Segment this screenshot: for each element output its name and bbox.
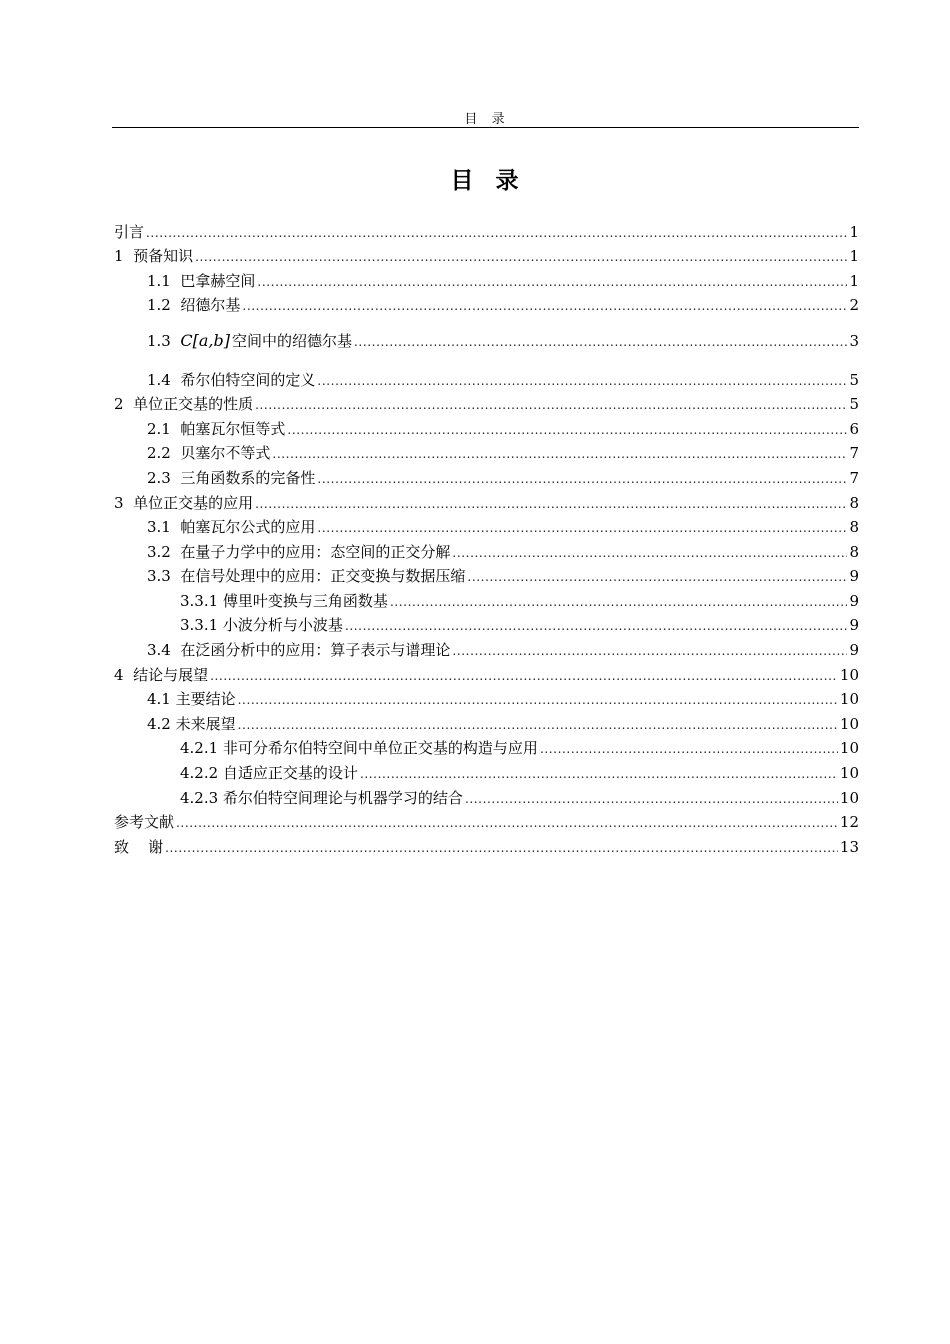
toc-page-number: 1 — [849, 272, 859, 290]
toc-entry-3-3-1-b[interactable] — [180, 616, 859, 634]
toc-page-number: 10 — [839, 666, 859, 684]
toc-dot-leader — [210, 667, 838, 685]
toc-entry-label: 3.1 帕塞瓦尔公式的应用 — [147, 518, 316, 536]
toc-page-number: 10 — [839, 715, 859, 733]
toc-page-number: 7 — [849, 444, 859, 462]
toc-dot-leader — [255, 495, 847, 513]
toc-entry-label: 3.3 在信号处理中的应用：正交变换与数据压缩 — [147, 567, 466, 585]
toc-entry-label: 2.2 贝塞尔不等式 — [147, 444, 271, 462]
toc-entry-label: 致 谢 — [114, 838, 164, 856]
toc-entry-4-2[interactable] — [147, 715, 859, 733]
toc-page-number: 3 — [849, 332, 859, 350]
toc-page-number: 9 — [849, 592, 859, 610]
toc-entry-label: 4.1 主要结论 — [147, 690, 236, 708]
toc-dot-leader — [317, 519, 847, 537]
toc-page-number: 9 — [849, 567, 859, 585]
toc-dot-leader — [452, 642, 847, 660]
toc-dot-leader — [452, 544, 847, 562]
toc-entry-acknowledgements[interactable] — [114, 838, 859, 856]
toc-dot-leader — [354, 333, 847, 351]
toc-page-number: 9 — [849, 641, 859, 659]
toc-entry-chapter-1[interactable] — [114, 247, 859, 265]
toc-dot-leader — [195, 248, 847, 266]
toc-entry-3-3[interactable] — [147, 567, 859, 585]
toc-page-number: 13 — [839, 838, 859, 856]
toc-entry-4-1[interactable] — [147, 690, 859, 708]
toc-entry-chapter-3[interactable] — [114, 494, 859, 512]
toc-dot-leader — [238, 716, 838, 734]
toc-entry-label: 1.1 巴拿赫空间 — [147, 272, 256, 290]
toc-entry-1-2[interactable] — [147, 296, 859, 314]
toc-dot-leader — [146, 224, 847, 242]
toc-entry-label: 4.2.1 非可分希尔伯特空间中单位正交基的构造与应用 — [180, 739, 538, 757]
toc-entry-label: 4.2.2 自适应正交基的设计 — [180, 764, 358, 782]
toc-dot-leader — [272, 445, 847, 463]
toc-page-number: 1 — [849, 223, 859, 241]
toc-entry-references[interactable] — [114, 813, 859, 831]
toc-page-number: 9 — [849, 616, 859, 634]
toc-entry-title: 空间中的绍德尔基 — [232, 332, 353, 350]
toc-entry-label: 2.3 三角函数系的完备性 — [147, 469, 316, 487]
toc-entry-label: 1 预备知识 — [114, 247, 194, 265]
toc-page-number: 8 — [849, 543, 859, 561]
toc-entry-label: 2.1 帕塞瓦尔恒等式 — [147, 420, 286, 438]
toc-page-number: 7 — [849, 469, 859, 487]
toc-dot-leader — [255, 396, 847, 414]
toc-page-number: 10 — [839, 739, 859, 757]
toc-dot-leader — [176, 814, 838, 832]
toc-entry-1-1[interactable] — [147, 272, 859, 290]
toc-page-number: 1 — [849, 247, 859, 265]
toc-dot-leader — [360, 765, 838, 783]
toc-dot-leader — [165, 839, 838, 857]
toc-entry-2-3[interactable] — [147, 469, 859, 487]
toc-entry-2-1[interactable] — [147, 420, 859, 438]
toc-entry-intro[interactable] — [114, 223, 859, 241]
toc-page-number: 8 — [849, 518, 859, 536]
toc-entry-1-3[interactable] — [147, 332, 859, 350]
toc-entry-label: 4.2.3 希尔伯特空间理论与机器学习的结合 — [180, 789, 463, 807]
toc-page-number: 10 — [839, 789, 859, 807]
toc-dot-leader — [390, 593, 848, 611]
toc-entry-number: 1.3 — [147, 332, 181, 350]
toc-entry-label: 3.3.1 小波分析与小波基 — [180, 616, 343, 634]
running-header: 目 录 — [464, 112, 507, 127]
toc-entry-label: 1.4 希尔伯特空间的定义 — [147, 371, 316, 389]
toc-entry-2-2[interactable] — [147, 444, 859, 462]
toc-page-number: 2 — [849, 296, 859, 314]
toc-dot-leader — [345, 617, 848, 635]
toc-page-number: 10 — [839, 764, 859, 782]
toc-page-number: 5 — [849, 395, 859, 413]
toc-entry-label: 引言 — [114, 223, 145, 241]
toc-entry-label: 3 单位正交基的应用 — [114, 494, 254, 512]
toc-entry-label: 4.2 未来展望 — [147, 715, 236, 733]
toc-dot-leader — [317, 372, 847, 390]
page-title: 目 录 — [450, 168, 521, 194]
toc-entry-3-3-1[interactable] — [180, 592, 859, 610]
toc-entry-3-2[interactable] — [147, 543, 859, 561]
toc-dot-leader — [287, 421, 847, 439]
toc-entry-label: 3.3.1 傅里叶变换与三角函数基 — [180, 592, 388, 610]
toc-dot-leader — [467, 568, 847, 586]
toc-entry-4-2-3[interactable] — [180, 789, 859, 807]
toc-entry-label: 3.2 在量子力学中的应用：态空间的正交分解 — [147, 543, 451, 561]
toc-entry-3-1[interactable] — [147, 518, 859, 536]
toc-entry-label: 2 单位正交基的性质 — [114, 395, 254, 413]
toc-entry-4-2-1[interactable] — [180, 739, 859, 757]
toc-entry-label: 3.4 在泛函分析中的应用：算子表示与谱理论 — [147, 641, 451, 659]
toc-page-number: 6 — [849, 420, 859, 438]
toc-dot-leader — [317, 470, 847, 488]
toc-entry-label — [147, 332, 352, 350]
math-expression: C[a,b] — [180, 331, 230, 350]
toc-entry-4-2-2[interactable] — [180, 764, 859, 782]
toc-dot-leader — [257, 273, 847, 291]
toc-entry-1-4[interactable] — [147, 371, 859, 389]
toc-entry-label: 4 结论与展望 — [114, 666, 209, 684]
toc-entry-3-4[interactable] — [147, 641, 859, 659]
header-rule — [112, 127, 859, 128]
toc-dot-leader — [238, 691, 838, 709]
toc-dot-leader — [465, 790, 838, 808]
toc-page-number: 8 — [849, 494, 859, 512]
toc-page-number: 10 — [839, 690, 859, 708]
toc-entry-chapter-4[interactable] — [114, 666, 859, 684]
toc-entry-label: 参考文献 — [114, 813, 175, 831]
toc-entry-chapter-2[interactable] — [114, 395, 859, 413]
toc-page-number: 12 — [839, 813, 859, 831]
toc-dot-leader — [540, 740, 838, 758]
toc-page-number: 5 — [849, 371, 859, 389]
toc-dot-leader — [242, 297, 847, 315]
toc-entry-label: 1.2 绍德尔基 — [147, 296, 241, 314]
